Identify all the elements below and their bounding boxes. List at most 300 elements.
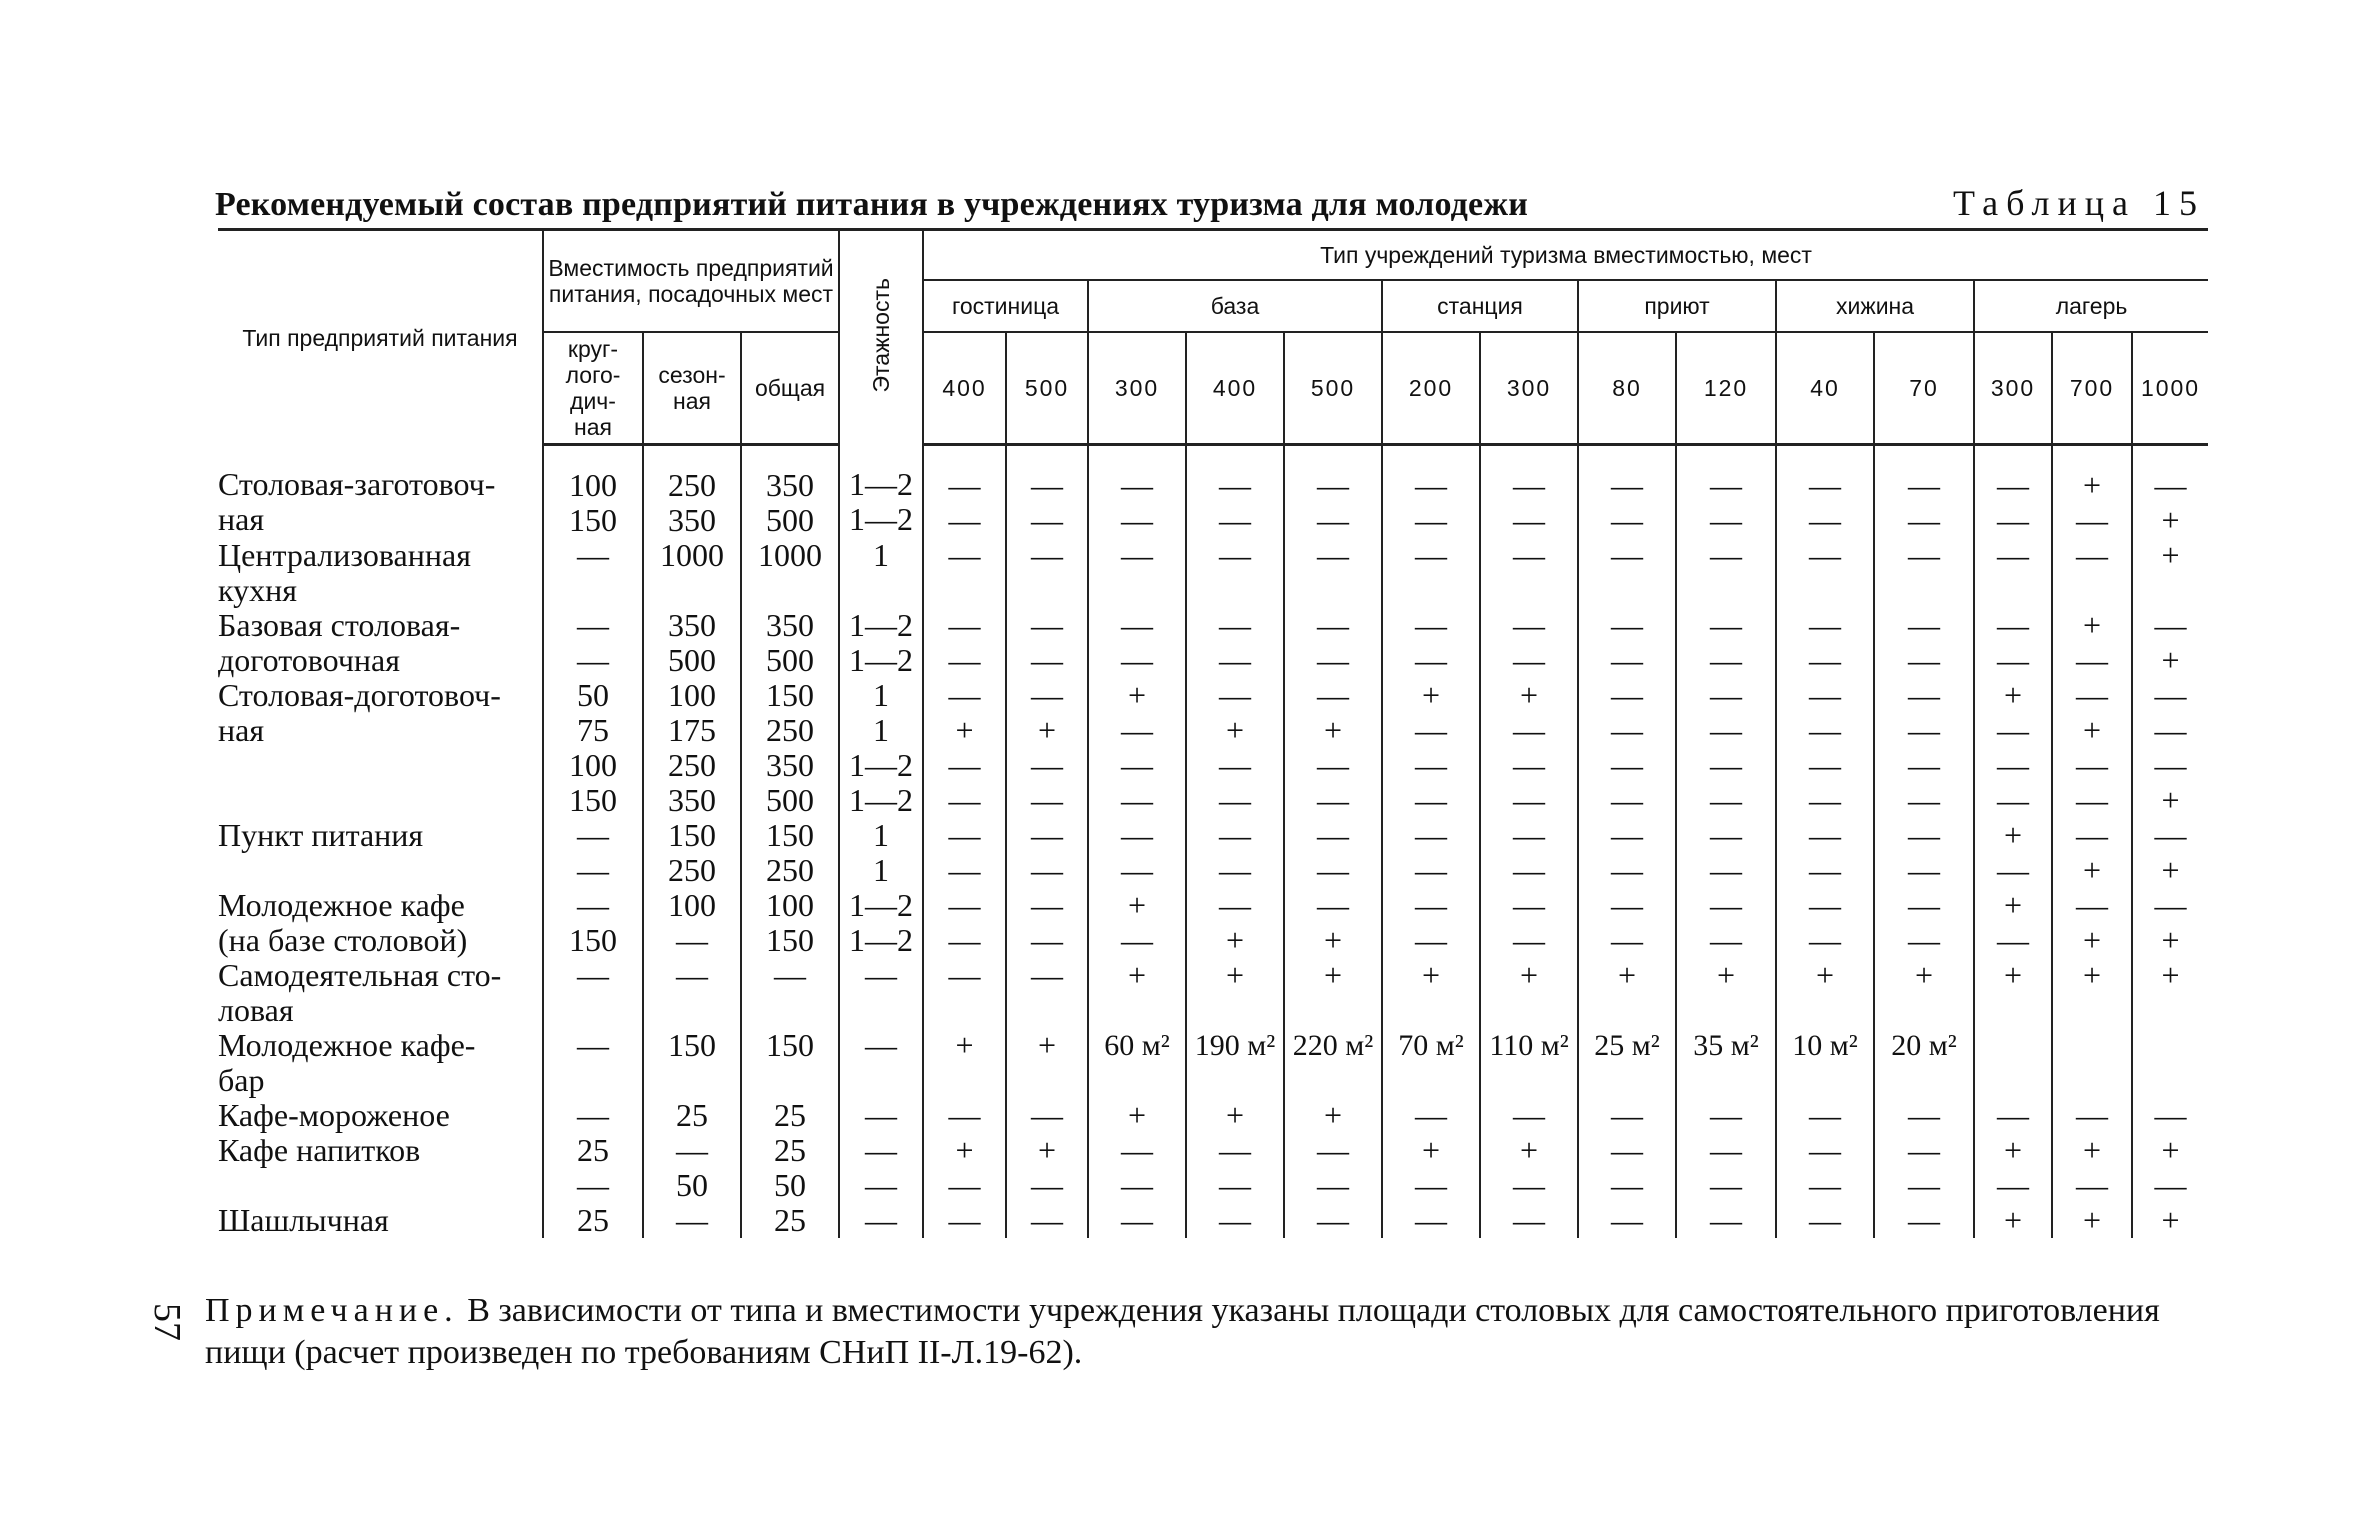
institution-capacity-header: 80 — [1578, 332, 1676, 445]
cell-value: — — [948, 538, 981, 573]
cell-value: — — [948, 502, 981, 538]
cell-spacer — [1677, 993, 1775, 1028]
cell-value: 150 — [569, 782, 617, 818]
table-cell — [1874, 445, 1974, 539]
institution-header: хижина — [1776, 280, 1974, 332]
cell-value: — — [948, 782, 981, 818]
cell-value: — — [1809, 852, 1842, 888]
table-cell — [2132, 1098, 2208, 1133]
cell-value: — — [1611, 747, 1644, 783]
cell-value: — — [1415, 818, 1448, 853]
table-cell — [1974, 538, 2052, 608]
table-cell — [2052, 608, 2132, 678]
table-cell — [1578, 445, 1676, 539]
table-cell — [923, 888, 1006, 958]
cell-spacer — [544, 573, 642, 608]
table-cell — [1676, 1133, 1776, 1203]
cell-value: — — [1031, 888, 1064, 923]
cell-value: — — [1611, 818, 1644, 853]
table-cell — [1676, 1028, 1776, 1098]
table-cell — [1088, 538, 1186, 608]
table-cell — [1284, 538, 1382, 608]
table-row — [218, 608, 2208, 678]
cell-value: 350 — [766, 747, 814, 783]
cell-value: + — [2161, 958, 2180, 993]
table-cell — [1776, 1098, 1874, 1133]
table-cell — [1088, 608, 1186, 678]
table-cell — [643, 445, 741, 539]
cell-value: — — [1908, 852, 1941, 888]
table-cell — [1676, 888, 1776, 958]
cell-value: — — [948, 608, 981, 643]
enterprise-type-name: Молодежное кафе (на базе столовой) — [218, 888, 468, 958]
table-row — [218, 958, 2208, 1028]
cell-value: — — [1219, 502, 1252, 538]
cell-value: 250 — [668, 852, 716, 888]
table-cell — [2132, 538, 2208, 608]
cell-value: + — [2161, 782, 2180, 818]
table-cell — [1284, 1098, 1382, 1133]
cell-value: + — [1323, 958, 1343, 993]
cell-value: — — [577, 958, 609, 993]
cell-value: + — [1323, 1098, 1343, 1133]
cell-spacer — [1481, 993, 1577, 1028]
cell-value: + — [1225, 922, 1245, 958]
table-cell — [1284, 1203, 1382, 1238]
table-cell — [1284, 1133, 1382, 1203]
cell-value: — — [1513, 712, 1546, 748]
table-cell — [1006, 608, 1088, 678]
cell-value: — — [2076, 782, 2109, 818]
cell-value: — — [1809, 782, 1842, 818]
enterprise-type-name: Столовая-доготовоч- ная — [218, 678, 501, 748]
table-cell — [741, 818, 839, 888]
cell-value: — — [1415, 782, 1448, 818]
cell-value: — — [948, 747, 981, 783]
cell-value: — — [1997, 608, 2030, 643]
table-cell — [1676, 538, 1776, 608]
table-cell — [2132, 958, 2208, 1028]
table-cell — [923, 1203, 1006, 1238]
cell-value: 75 — [577, 712, 609, 748]
cell-value: 110 м² — [1489, 1029, 1569, 1062]
institution-capacity-header: 400 — [923, 332, 1006, 445]
cell-spacer — [1875, 993, 1973, 1028]
table-cell — [2052, 445, 2132, 539]
cell-value: + — [1914, 958, 1934, 993]
enterprise-type-name: Самодеятельная сто- ловая — [218, 958, 502, 1028]
cell-value: 350 — [766, 467, 814, 503]
cell-value: + — [2161, 502, 2180, 538]
cell-spacer — [1677, 573, 1775, 608]
cell-value: 25 — [774, 1098, 806, 1133]
cell-value: — — [1415, 1203, 1448, 1238]
table-cell — [839, 818, 923, 888]
table-cell — [839, 1203, 923, 1238]
table-cell — [643, 1203, 741, 1238]
cell-value: — — [1219, 467, 1252, 503]
cell-value: — — [1031, 538, 1064, 573]
table-cell — [543, 445, 643, 539]
cell-value: — — [2076, 1098, 2109, 1133]
cell-value: 60 м² — [1104, 1029, 1170, 1062]
cell-value: — — [2076, 642, 2109, 678]
cell-value: — — [948, 1167, 981, 1203]
cell-value: — — [1710, 538, 1743, 573]
cell-value: 50 — [676, 1167, 708, 1203]
cell-value: — — [1809, 642, 1842, 678]
institution-capacity-header: 1000 — [2132, 332, 2208, 445]
cell-value: 250 — [668, 467, 716, 503]
cell-value: — — [1908, 782, 1941, 818]
cell-value: — — [1611, 502, 1644, 538]
cell-value: — — [1809, 818, 1842, 853]
cell-value: 25 м² — [1594, 1029, 1660, 1062]
cell-value: + — [1323, 712, 1343, 748]
cell-value: — — [676, 1133, 708, 1168]
cell-value: + — [1037, 1133, 1057, 1168]
cell-value: — — [1317, 852, 1350, 888]
cell-value: + — [2003, 888, 2023, 923]
floors-header-label: Этажность — [868, 278, 895, 393]
cell-value: — — [1317, 782, 1350, 818]
cell-value: 250 — [766, 712, 814, 748]
cell-value: — — [1317, 747, 1350, 783]
cell-value: — — [1317, 608, 1350, 643]
table-cell — [2132, 445, 2208, 539]
cell-value: — — [2076, 538, 2109, 573]
table-number: Таблица 15 — [1953, 183, 2205, 223]
table-cell — [1284, 445, 1382, 539]
cell-value: — — [1031, 608, 1064, 643]
table-row — [218, 818, 2208, 888]
cell-value: — — [1513, 818, 1546, 853]
table-cell — [1874, 678, 1974, 818]
cell-value: — — [1219, 608, 1252, 643]
cell-value: + — [1421, 678, 1441, 713]
footnote-text: В зависимости от типа и вместимости учреждения указаны площади столовых для самостоятельного приготовления пищи (расчет произведен по требованиям СНиП II-Л.19-62). — [205, 1292, 2160, 1371]
cell-value: 1—2 — [849, 782, 914, 818]
cell-value: — — [1710, 922, 1743, 958]
cell-value: — — [1219, 1133, 1252, 1168]
cell-value: + — [2082, 852, 2102, 888]
cell-value: 1—2 — [849, 747, 914, 783]
institution-capacity-header: 300 — [1480, 332, 1578, 445]
table-cell — [1578, 958, 1676, 1028]
cell-value: — — [1219, 852, 1252, 888]
table-cell — [1480, 888, 1578, 958]
table-cell — [1974, 678, 2052, 818]
cell-value: + — [1815, 958, 1835, 993]
table-cell — [1974, 888, 2052, 958]
cell-spacer — [742, 1063, 838, 1098]
cell-value: — — [676, 958, 708, 993]
table-cell — [923, 678, 1006, 818]
table-cell — [1284, 608, 1382, 678]
cell-value: 150 — [668, 818, 716, 853]
table-cell — [643, 818, 741, 888]
table-cell — [741, 538, 839, 608]
cell-value: — — [1031, 958, 1064, 993]
cell-value: — — [2076, 888, 2109, 923]
table-cell — [1186, 608, 1284, 678]
table-cell — [1088, 958, 1186, 1028]
table-cell — [1578, 608, 1676, 678]
table-cell — [1284, 958, 1382, 1028]
cell-value: — — [1031, 1203, 1064, 1238]
cell-value: — — [577, 888, 609, 923]
table-cell — [543, 818, 643, 888]
cell-value: — — [1513, 502, 1546, 538]
table-cell — [1480, 538, 1578, 608]
cell-value: 500 — [668, 642, 716, 678]
cell-value: + — [2161, 538, 2180, 573]
table-cell — [643, 538, 741, 608]
cell-value: — — [1809, 922, 1842, 958]
cell-spacer — [544, 993, 642, 1028]
cell-value: + — [1037, 712, 1057, 748]
cell-value: — — [1710, 608, 1743, 643]
table-cell — [923, 1133, 1006, 1203]
cell-value: — — [1415, 502, 1448, 538]
cell-value: — — [1219, 1203, 1252, 1238]
table-cell — [1578, 818, 1676, 888]
table-cell — [2052, 1028, 2132, 1098]
institution-capacity-header: 500 — [1284, 332, 1382, 445]
table-cell — [1776, 1203, 1874, 1238]
table-cell — [543, 958, 643, 1028]
cell-value: 350 — [668, 502, 716, 538]
cell-spacer — [1089, 993, 1185, 1028]
table-cell — [1578, 1028, 1676, 1098]
cell-spacer — [1975, 573, 2051, 608]
table-cell — [1006, 818, 1088, 888]
table-cell — [543, 678, 643, 818]
cell-spacer — [742, 573, 838, 608]
cell-value: + — [2082, 467, 2102, 503]
table-cell — [741, 678, 839, 818]
cell-value: — — [1908, 538, 1941, 573]
table-cell — [1186, 1028, 1284, 1098]
cell-value — [1975, 1028, 2051, 1063]
cell-value: + — [955, 712, 974, 748]
table-cell — [1874, 1098, 1974, 1133]
cell-value: — — [1121, 818, 1154, 853]
table-row — [218, 538, 2208, 608]
cell-value: + — [2161, 852, 2180, 888]
cell-spacer — [644, 993, 740, 1028]
institutions-group-header: Тип учреждений туризма вместимостью, мест — [923, 230, 2208, 281]
table-cell — [839, 445, 923, 539]
cell-spacer — [840, 993, 922, 1028]
cell-value: — — [1121, 1167, 1154, 1203]
cell-value: — — [2154, 608, 2187, 643]
cell-value: + — [1716, 958, 1736, 993]
cell-value: — — [1513, 922, 1546, 958]
cell-value: + — [2161, 642, 2180, 678]
cell-value: — — [1809, 538, 1842, 573]
footnote — [205, 1290, 2215, 1374]
cell-value: — — [1317, 538, 1350, 573]
cell-value: — — [1031, 678, 1064, 713]
cell-value: — — [1710, 712, 1743, 748]
table-cell — [923, 538, 1006, 608]
cell-value: 1 — [873, 678, 890, 713]
cell-value: — — [1809, 747, 1842, 783]
cell-value: — — [577, 642, 609, 678]
cell-value: — — [2154, 888, 2187, 923]
table-cell — [1578, 1203, 1676, 1238]
institution-capacity-header: 70 — [1874, 332, 1974, 445]
cell-spacer — [1285, 993, 1381, 1028]
enterprise-type-name: Кафе напитков — [218, 1133, 421, 1168]
cell-value — [2133, 1028, 2208, 1063]
cell-value: — — [1710, 852, 1743, 888]
cell-spacer — [1579, 993, 1675, 1028]
cell-value: — — [1611, 712, 1644, 748]
cell-value: — — [1219, 642, 1252, 678]
cell-value: 150 — [668, 1028, 716, 1063]
institution-header: станция — [1382, 280, 1578, 332]
cell-value: 1—2 — [849, 888, 914, 923]
table-cell — [1382, 1133, 1480, 1203]
cell-value: 50 — [774, 1167, 806, 1203]
table-cell — [1480, 445, 1578, 539]
cell-value: — — [1031, 747, 1064, 783]
table-cell — [1186, 1133, 1284, 1203]
cell-value: — — [2154, 712, 2187, 748]
enterprise-type-name: Кафе-мороженое — [218, 1098, 450, 1133]
table-cell — [2052, 1203, 2132, 1238]
cell-value: 1 — [873, 818, 890, 853]
table-cell — [1776, 1133, 1874, 1203]
cell-value: — — [2076, 1167, 2109, 1203]
cell-value: — — [865, 1028, 898, 1063]
capacity-subheader: круг- лого- дич- ная — [543, 332, 643, 445]
floors-header — [839, 230, 923, 445]
cell-value: — — [1710, 642, 1743, 678]
cell-value: — — [1997, 747, 2030, 783]
cell-value: — — [1513, 747, 1546, 783]
footnote-lead: Примечание. — [205, 1292, 459, 1329]
cell-value: — — [1415, 467, 1448, 503]
cell-value: + — [2082, 958, 2102, 993]
cell-value: 150 — [766, 678, 814, 713]
table-cell — [2132, 888, 2208, 958]
table-cell — [1776, 445, 1874, 539]
cell-value: — — [577, 1167, 609, 1203]
cell-value: — — [1121, 1203, 1154, 1238]
table-cell — [1480, 608, 1578, 678]
cell-value: 1 — [873, 852, 890, 888]
institution-capacity-header: 300 — [1088, 332, 1186, 445]
table-cell — [1676, 678, 1776, 818]
table-cell — [923, 1028, 1006, 1098]
table-cell — [1874, 958, 1974, 1028]
cell-value: — — [2154, 1098, 2187, 1133]
cell-value: — — [1513, 888, 1546, 923]
table-cell — [839, 958, 923, 1028]
cell-value: 25 — [676, 1098, 708, 1133]
table-cell — [1776, 888, 1874, 958]
table-cell — [2132, 1203, 2208, 1238]
table-cell — [1088, 445, 1186, 539]
table-cell — [1382, 1098, 1480, 1133]
cell-spacer — [1187, 993, 1283, 1028]
table-cell — [1480, 1028, 1578, 1098]
cell-value: + — [2082, 922, 2102, 958]
table-cell — [543, 1203, 643, 1238]
cell-spacer — [1975, 993, 2051, 1028]
table-cell — [741, 1203, 839, 1238]
cell-value: 190 м² — [1194, 1029, 1276, 1062]
cell-value: + — [1225, 712, 1245, 748]
cell-value: 350 — [668, 608, 716, 643]
table-cell — [543, 538, 643, 608]
cell-value: — — [1997, 922, 2030, 958]
table-cell — [2052, 678, 2132, 818]
table-cell — [1974, 818, 2052, 888]
cell-value: + — [955, 1133, 974, 1168]
cell-value: — — [1908, 1133, 1941, 1168]
table-cell — [1186, 1203, 1284, 1238]
table-cell — [2132, 1028, 2208, 1098]
cell-value: — — [1908, 467, 1941, 503]
cell-value: — — [1121, 922, 1154, 958]
cell-value: + — [2161, 922, 2180, 958]
cell-value: 10 м² — [1792, 1029, 1858, 1062]
cell-value: — — [948, 1098, 981, 1133]
cell-value: — — [1317, 502, 1350, 538]
table-cell — [741, 1098, 839, 1133]
cell-value: — — [1611, 538, 1644, 573]
cell-value: — — [1611, 1167, 1644, 1203]
cell-value: — — [1317, 1203, 1350, 1238]
enterprise-type-name: Молодежное кафе- бар — [218, 1028, 476, 1098]
cell-value: — — [1710, 1133, 1743, 1168]
table-cell — [839, 1028, 923, 1098]
table-cell — [2132, 678, 2208, 818]
table-cell — [1874, 608, 1974, 678]
table-cell — [741, 608, 839, 678]
table-cell — [1578, 538, 1676, 608]
cell-value: — — [1415, 1098, 1448, 1133]
cell-value: — — [577, 1028, 609, 1063]
cell-value: + — [955, 1028, 974, 1063]
cell-value: — — [1513, 538, 1546, 573]
cell-value: + — [1127, 678, 1147, 713]
cell-value: + — [2003, 1203, 2023, 1238]
table-cell — [1088, 818, 1186, 888]
cell-spacer — [742, 993, 838, 1028]
cell-value: 250 — [668, 747, 716, 783]
cell-value: — — [1317, 467, 1350, 503]
cell-value: — — [1513, 1167, 1546, 1203]
table-cell — [543, 1098, 643, 1133]
cell-value: — — [1513, 467, 1546, 503]
header-row-top — [218, 230, 2208, 281]
cell-value: — — [1219, 782, 1252, 818]
cell-value: — — [1997, 467, 2030, 503]
cell-value: + — [1225, 1098, 1245, 1133]
cell-spacer — [1975, 1063, 2051, 1098]
table-cell — [923, 445, 1006, 539]
table-cell — [2052, 1098, 2132, 1133]
institution-capacity-header: 40 — [1776, 332, 1874, 445]
cell-value: — — [948, 922, 981, 958]
table-cell — [1874, 888, 1974, 958]
cell-spacer — [1875, 573, 1973, 608]
